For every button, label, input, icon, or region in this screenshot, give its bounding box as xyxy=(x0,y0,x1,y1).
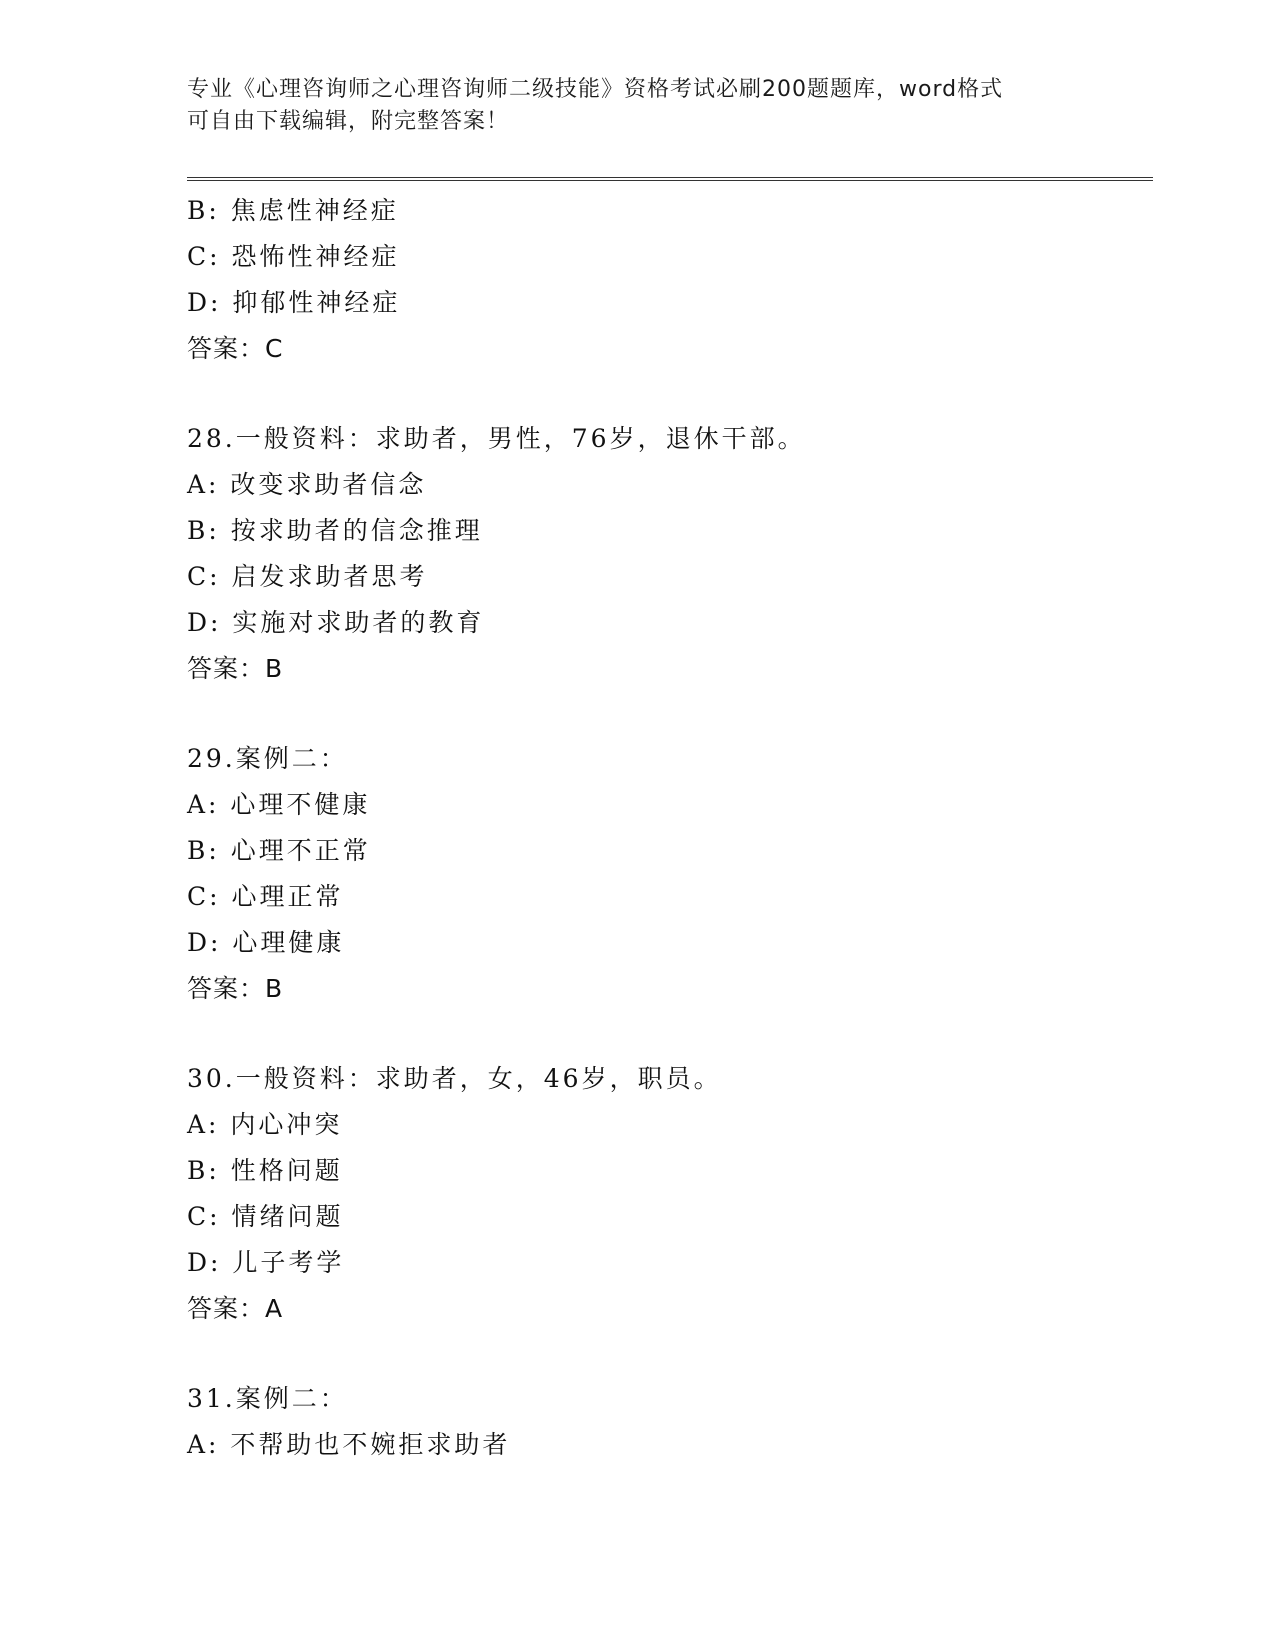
option-c: C: 心理正常 xyxy=(187,882,344,911)
option-c: C: 启发求助者思考 xyxy=(187,562,428,591)
question-stem: 30.一般资料：求助者，女，46岁，职员。 xyxy=(187,1064,722,1093)
option-b: B: 按求助者的信念推理 xyxy=(187,516,483,545)
question-list xyxy=(187,188,1147,1468)
option-d: D: 儿子考学 xyxy=(187,1248,345,1277)
option-d: D: 抑郁性神经症 xyxy=(187,288,401,317)
question-block-30 xyxy=(187,1056,1147,1332)
question-stem: 28.一般资料：求助者，男性，76岁，退休干部。 xyxy=(187,424,806,453)
question-stem: 31.案例二： xyxy=(187,1384,348,1413)
question-block-28 xyxy=(187,416,1147,692)
option-b: B: 性格问题 xyxy=(187,1156,343,1185)
answer-line: 答案：A xyxy=(187,1294,284,1323)
answer-line: 答案：B xyxy=(187,654,284,683)
option-b: B: 焦虑性神经症 xyxy=(187,196,399,225)
option-c: C: 恐怖性神经症 xyxy=(187,242,400,271)
answer-line: 答案：B xyxy=(187,974,284,1003)
question-block-31 xyxy=(187,1376,1147,1468)
question-stem: 29.案例二： xyxy=(187,744,348,773)
option-c: C: 情绪问题 xyxy=(187,1202,344,1231)
option-d: D: 实施对求助者的教育 xyxy=(187,608,485,637)
option-a: A: 改变求助者信念 xyxy=(187,470,427,499)
answer-line: 答案：C xyxy=(187,334,284,363)
option-a: A: 心理不健康 xyxy=(187,790,371,819)
header-title-line1: 专业《心理咨询师之心理咨询师二级技能》资格考试必刷200题题库，word格式 xyxy=(187,77,1004,102)
document-header xyxy=(187,74,1087,138)
question-block-partial xyxy=(187,188,1147,372)
option-b: B: 心理不正常 xyxy=(187,836,371,865)
option-a: A: 不帮助也不婉拒求助者 xyxy=(187,1430,511,1459)
header-divider xyxy=(187,177,1153,181)
question-block-29 xyxy=(187,736,1147,1012)
header-title-line2: 可自由下载编辑，附完整答案！ xyxy=(187,109,510,134)
option-a: A: 内心冲突 xyxy=(187,1110,343,1139)
option-d: D: 心理健康 xyxy=(187,928,345,957)
